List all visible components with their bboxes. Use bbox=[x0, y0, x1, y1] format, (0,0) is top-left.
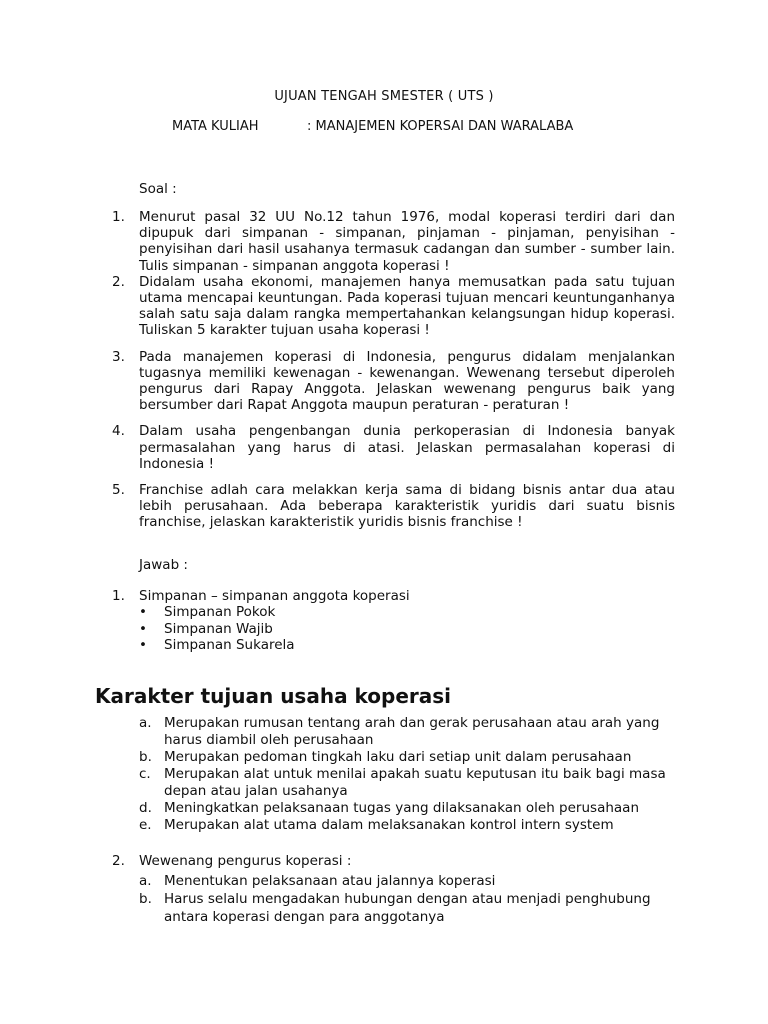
question-text: Pada manajemen koperasi di Indonesia, pengurus didalam menjalankan tugasnya memiliki kewenagan - kewenangan. Wewenang tersebut diperoleh pengurus dari Rapay Anggota. Jelaskan wewenang pengurus baik yang bersumber dari Rapat Anggota maupun peraturan - peraturan ! bbox=[139, 348, 675, 414]
list-item-text: Simpanan Wajib bbox=[164, 620, 273, 637]
list-item bbox=[139, 800, 684, 817]
item-text: Harus selalu mengadakan hubungan dengan atau menjadi penghubung antara koperasi dengan para anggotanya bbox=[164, 891, 651, 925]
answer-number: 2. bbox=[112, 853, 125, 869]
item-text: Merupakan alat utama dalam melaksanakan kontrol intern system bbox=[164, 817, 614, 833]
wewenang-list bbox=[139, 872, 684, 926]
item-text: Merupakan alat untuk menilai apakah suatu keputusan itu baik bagi masa depan atau jalan usahanya bbox=[164, 766, 666, 799]
bullet-icon: • bbox=[139, 637, 147, 653]
list-item bbox=[139, 621, 295, 638]
question-number: 4. bbox=[112, 423, 125, 440]
item-text: Menentukan pelaksanaan atau jalannya koperasi bbox=[164, 873, 496, 889]
item-letter: e. bbox=[139, 817, 152, 833]
item-text: Meningkatkan pelaksanaan tugas yang dilaksanakan oleh perusahaan bbox=[164, 800, 640, 816]
question-number: 3. bbox=[112, 348, 125, 365]
answer-text: Simpanan – simpanan anggota koperasi bbox=[139, 588, 410, 604]
question-text: Didalam usaha ekonomi, manajemen hanya memusatkan pada satu tujuan utama mencapai keuntungan. Pada koperasi tujuan mencari keuntunganhanya salah satu saja dalam rangka mempertahankan kelangsungan hidup koperasi. Tuliskan 5 karakter tujuan usaha koperasi ! bbox=[139, 273, 675, 339]
question-text: Franchise adlah cara melakkan kerja sama di bidang bisnis antar dua atau lebih perusahaan. Ada beberapa karakteristik yuridis dari suatu bisnis franchise, jelaskan karakteristik yuridis bisnis franchise ! bbox=[139, 482, 675, 531]
item-letter: b. bbox=[139, 891, 152, 907]
item-letter: a. bbox=[139, 873, 152, 889]
question-number: 5. bbox=[112, 482, 125, 499]
karakter-list bbox=[139, 715, 684, 834]
question-list bbox=[112, 209, 675, 531]
answer-2 bbox=[112, 853, 351, 869]
list-item-text: Simpanan Sukarela bbox=[164, 637, 295, 653]
document-title: UJUAN TENGAH SMESTER ( UTS ) bbox=[274, 89, 494, 104]
simpanan-list bbox=[139, 604, 295, 654]
item-text: Merupakan pedoman tingkah laku dari setiap unit dalam perusahaan bbox=[164, 749, 632, 765]
list-item bbox=[139, 890, 684, 926]
question-item bbox=[112, 274, 675, 339]
question-item bbox=[112, 423, 675, 472]
item-letter: b. bbox=[139, 749, 152, 765]
item-text: Merupakan rumusan tentang arah dan gerak perusahaan atau arah yang harus diambil oleh perusahaan bbox=[164, 715, 660, 748]
question-item bbox=[112, 349, 675, 414]
question-number: 1. bbox=[112, 209, 125, 225]
bullet-icon: • bbox=[139, 620, 147, 637]
question-text: Dalam usaha pengenbangan dunia perkoperasian di Indonesia banyak permasalahan yang harus di atasi. Jelaskan permasalahan koperasi di Indonesia ! bbox=[139, 423, 675, 472]
answer-text: Wewenang pengurus koperasi : bbox=[139, 853, 352, 869]
item-letter: a. bbox=[139, 715, 152, 731]
list-item bbox=[139, 872, 684, 890]
question-item bbox=[112, 482, 675, 531]
list-item-text: Simpanan Pokok bbox=[164, 604, 276, 620]
section-heading: Karakter tujuan usaha koperasi bbox=[95, 684, 452, 708]
list-item bbox=[139, 766, 684, 800]
course-value: : MANAJEMEN KOPERSAI DAN WARALABA bbox=[307, 119, 574, 134]
item-letter: d. bbox=[139, 800, 152, 816]
list-item bbox=[139, 817, 684, 834]
item-letter: c. bbox=[139, 766, 151, 782]
soal-label: Soal : bbox=[139, 181, 177, 197]
list-item bbox=[139, 715, 684, 749]
question-number: 2. bbox=[112, 273, 125, 290]
list-item bbox=[139, 749, 684, 766]
bullet-icon: • bbox=[139, 604, 147, 620]
jawab-label: Jawab : bbox=[139, 557, 188, 573]
answer-1 bbox=[112, 588, 410, 605]
list-item bbox=[139, 637, 295, 654]
list-item bbox=[139, 604, 295, 621]
answer-number: 1. bbox=[112, 588, 125, 604]
question-item bbox=[112, 209, 675, 274]
course-line bbox=[172, 119, 573, 134]
course-label: MATA KULIAH bbox=[172, 119, 259, 134]
question-text: Menurut pasal 32 UU No.12 tahun 1976, modal koperasi terdiri dari dan dipupuk dari simpanan - simpanan, pinjaman - pinjaman, penyisihan - penyisihan dari hasil usahanya termasuk cadangan dan sumber - sumber lain. Tulis simpanan - simpanan anggota koperasi ! bbox=[139, 209, 675, 274]
